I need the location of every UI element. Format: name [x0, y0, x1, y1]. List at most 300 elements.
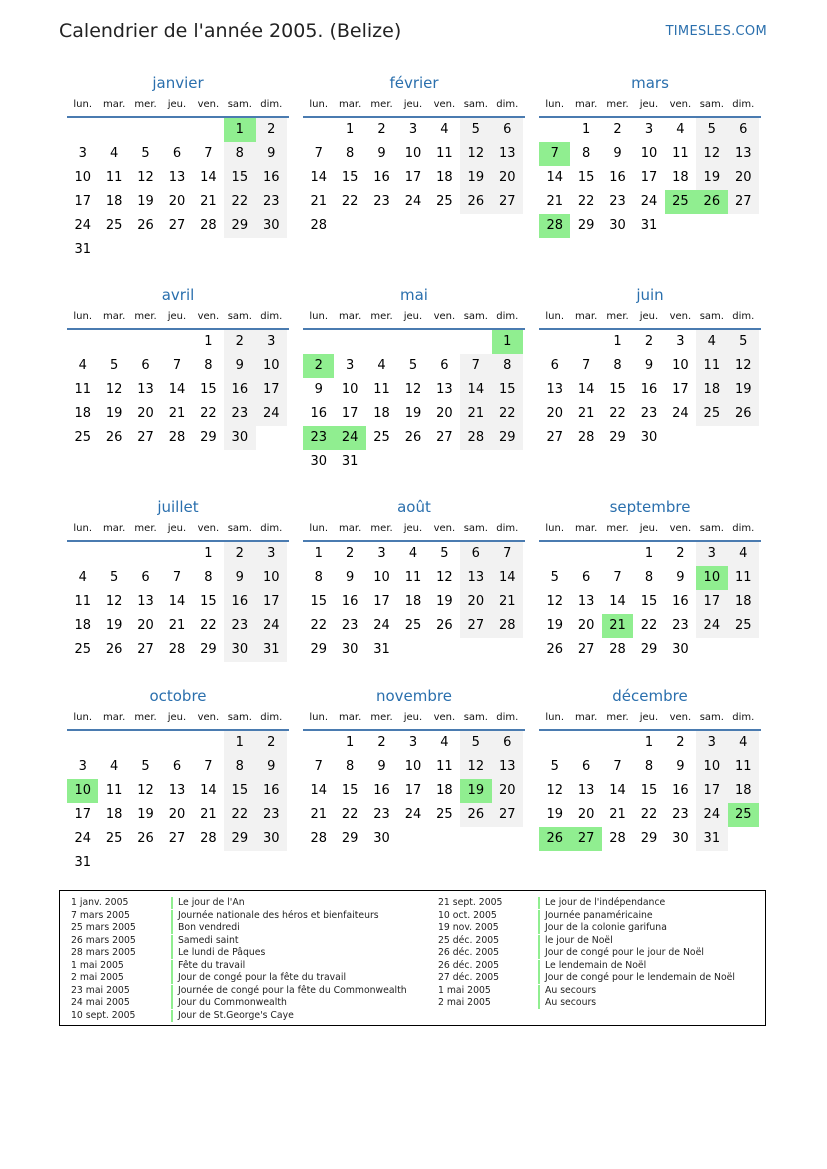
day-cell: 3: [78, 146, 87, 161]
day-cell: 14: [200, 783, 217, 798]
legend-item: [71, 997, 407, 1010]
day-cell: 18: [105, 194, 123, 209]
day-cell: 8: [345, 759, 355, 774]
day-cell: 10: [696, 566, 727, 590]
empty-cell: [460, 827, 491, 851]
day-cell: 5: [141, 146, 150, 161]
day-cell: 19: [696, 166, 727, 190]
week-row: [303, 142, 525, 166]
day-cell: 30: [224, 638, 255, 662]
weekday-label: dim.: [496, 311, 519, 322]
legend-holiday-name: Jour de congé pour le jour de Noël: [545, 947, 704, 958]
weekday-label: mar.: [339, 311, 362, 322]
day-cell: 3: [696, 542, 727, 566]
day-cell: 26: [696, 190, 727, 214]
week-row: [303, 542, 525, 566]
day-cell: 26: [404, 430, 422, 445]
day-cell: 29: [577, 218, 595, 233]
weekday-label: lun.: [73, 712, 93, 723]
legend-date: 1 mai 2005: [438, 984, 491, 996]
weekday-label: ven.: [197, 99, 220, 110]
day-cell: 22: [224, 190, 255, 214]
legend-item: [71, 947, 407, 960]
holiday-marker: [171, 922, 173, 934]
legend-column-right: [438, 897, 735, 1010]
day-cell: 21: [460, 402, 491, 426]
week-row: [67, 214, 289, 238]
day-cell: 13: [137, 594, 154, 609]
holiday-marker: [538, 960, 540, 972]
holiday-marker: [171, 910, 173, 922]
weekday-label: lun.: [309, 311, 329, 322]
day-cell: 15: [492, 378, 523, 402]
week-row: [303, 190, 525, 214]
day-cell: 14: [168, 594, 186, 609]
weekday-header: [303, 518, 525, 542]
day-cell: 25: [74, 430, 91, 445]
weekday-label: dim.: [732, 311, 755, 322]
empty-cell: [130, 731, 161, 755]
legend-item: [438, 985, 735, 998]
day-cell: 26: [137, 218, 154, 233]
empty-cell: [429, 214, 460, 238]
day-cell: 26: [460, 803, 491, 827]
day-cell: 25: [74, 642, 91, 657]
empty-cell: [161, 118, 192, 142]
day-cell: 4: [78, 358, 87, 373]
week-row: [539, 779, 761, 803]
holiday-marker: [538, 922, 540, 934]
day-cell: 29: [341, 831, 359, 846]
weekday-label: dim.: [260, 311, 283, 322]
day-cell: 6: [550, 358, 559, 373]
day-cell: 14: [546, 170, 563, 185]
month-2: [539, 72, 761, 238]
holiday-marker: [538, 935, 540, 947]
day-cell: 12: [696, 142, 727, 166]
day-cell: 23: [609, 194, 626, 209]
day-cell: 11: [696, 354, 727, 378]
weekday-label: ven.: [669, 99, 692, 110]
day-cell: 28: [168, 430, 186, 445]
legend-date: 26 mars 2005: [71, 934, 136, 946]
weekday-label: mer.: [370, 99, 393, 110]
day-cell: 15: [609, 382, 626, 397]
legend-item: [438, 972, 735, 985]
week-row: [67, 827, 289, 851]
week-row: [303, 803, 525, 827]
legend-item: [438, 910, 735, 923]
empty-cell: [539, 118, 570, 142]
week-row: [303, 354, 525, 378]
empty-cell: [429, 638, 460, 662]
legend-holiday-name: Le lendemain de Noël: [545, 959, 647, 971]
week-row: [67, 378, 289, 402]
week-row: [67, 851, 289, 875]
legend-date: 19 nov. 2005: [438, 922, 499, 933]
day-cell: 11: [728, 566, 759, 590]
month-11: [539, 685, 761, 851]
day-cell: 11: [436, 146, 453, 161]
day-cell: 11: [105, 783, 123, 798]
day-cell: 19: [728, 378, 759, 402]
month-4: [303, 284, 525, 474]
day-cell: 21: [602, 614, 633, 638]
day-cell: 3: [377, 546, 386, 561]
weekday-label: lun.: [309, 523, 329, 534]
day-cell: 18: [74, 406, 91, 421]
day-cell: 12: [546, 783, 563, 798]
weekday-label: ven.: [197, 712, 220, 723]
day-cell: 26: [539, 827, 570, 851]
day-cell: 24: [334, 426, 365, 450]
weekday-label: mar.: [575, 523, 598, 534]
day-cell: 27: [168, 831, 186, 846]
day-cell: 9: [377, 759, 386, 774]
empty-cell: [224, 851, 255, 875]
holiday-marker: [171, 972, 173, 984]
month-6: [67, 496, 289, 662]
holiday-marker: [538, 947, 540, 959]
week-row: [67, 779, 289, 803]
day-cell: 10: [256, 354, 287, 378]
empty-cell: [539, 542, 570, 566]
legend-date: 1 janv. 2005: [71, 897, 129, 908]
empty-cell: [728, 214, 759, 238]
weekday-label: lun.: [73, 99, 93, 110]
weekday-label: sam.: [227, 99, 252, 110]
day-cell: 5: [109, 570, 119, 585]
day-cell: 7: [581, 358, 591, 373]
empty-cell: [256, 238, 287, 262]
day-cell: 27: [137, 430, 154, 445]
day-cell: 23: [256, 190, 287, 214]
weekday-label: jeu.: [403, 712, 423, 723]
week-row: [303, 779, 525, 803]
month-10: [303, 685, 525, 851]
legend-item: [438, 997, 735, 1010]
empty-cell: [98, 731, 129, 755]
day-cell: 10: [74, 170, 91, 185]
day-cell: 25: [696, 402, 727, 426]
weekday-label: jeu.: [639, 712, 659, 723]
weekday-label: jeu.: [639, 99, 659, 110]
legend-holiday-name: Journée panaméricaine: [545, 909, 653, 921]
day-cell: 7: [314, 146, 323, 161]
day-cell: 31: [640, 218, 658, 233]
day-cell: 8: [644, 570, 654, 585]
empty-cell: [429, 827, 460, 851]
empty-cell: [98, 118, 129, 142]
day-cell: 9: [613, 146, 622, 161]
empty-cell: [492, 638, 523, 662]
day-cell: 11: [672, 146, 689, 161]
day-cell: 5: [408, 358, 418, 373]
day-cell: 2: [303, 354, 334, 378]
day-cell: 2: [256, 118, 287, 142]
day-cell: 29: [200, 642, 217, 657]
month-name: janvier: [152, 74, 204, 92]
day-cell: 4: [440, 122, 449, 137]
day-cell: 1: [581, 122, 591, 137]
week-row: [539, 590, 761, 614]
legend-date: 28 mars 2005: [71, 947, 136, 958]
day-cell: 28: [609, 831, 626, 846]
day-cell: 9: [256, 755, 287, 779]
day-cell: 3: [256, 330, 287, 354]
weekday-label: dim.: [496, 99, 519, 110]
legend-date: 26 déc. 2005: [438, 959, 500, 971]
legend-holiday-name: Jour de congé pour la fête du travail: [178, 972, 347, 983]
legend-item: [438, 922, 735, 935]
day-cell: 17: [373, 594, 390, 609]
day-cell: 13: [137, 382, 154, 397]
day-cell: 31: [74, 855, 91, 870]
day-cell: 11: [74, 594, 91, 609]
day-cell: 22: [310, 618, 327, 633]
day-cell: 13: [460, 566, 491, 590]
day-cell: 11: [404, 570, 422, 585]
day-cell: 5: [109, 358, 119, 373]
month-name: juillet: [157, 498, 199, 516]
weekday-label: jeu.: [167, 523, 187, 534]
day-cell: 7: [492, 542, 523, 566]
week-row: [67, 402, 289, 426]
day-cell: 23: [373, 194, 390, 209]
empty-cell: [696, 638, 727, 662]
day-cell: 12: [404, 382, 422, 397]
day-cell: 31: [341, 454, 359, 469]
week-row: [67, 590, 289, 614]
day-cell: 24: [404, 807, 422, 822]
legend-date: 1 mai 2005: [71, 959, 124, 971]
month-7: [303, 496, 525, 662]
day-cell: 11: [373, 382, 390, 397]
day-cell: 15: [341, 170, 359, 185]
day-cell: 6: [492, 731, 523, 755]
weekday-header: [539, 518, 761, 542]
week-row: [539, 378, 761, 402]
day-cell: 13: [492, 755, 523, 779]
week-row: [67, 638, 289, 662]
day-cell: 29: [224, 214, 255, 238]
day-cell: 4: [676, 122, 685, 137]
day-cell: 22: [341, 194, 359, 209]
day-cell: 14: [492, 566, 523, 590]
empty-cell: [303, 118, 334, 142]
month-8: [539, 496, 761, 662]
legend-holiday-name: Bon vendredi: [178, 922, 240, 933]
empty-cell: [492, 450, 523, 474]
day-cell: 15: [224, 166, 255, 190]
day-cell: 2: [613, 122, 622, 137]
weekday-header: [67, 306, 289, 330]
day-cell: 11: [74, 382, 91, 397]
day-cell: 9: [256, 142, 287, 166]
week-row: [303, 378, 525, 402]
legend-holiday-name: Au secours: [545, 997, 597, 1008]
weekday-label: mar.: [575, 99, 598, 110]
weekday-label: sam.: [227, 523, 252, 534]
day-cell: 6: [581, 759, 591, 774]
day-cell: 8: [224, 142, 255, 166]
weekday-label: mer.: [134, 311, 157, 322]
day-cell: 10: [373, 570, 390, 585]
week-row: [539, 614, 761, 638]
legend-holiday-name: Samedi saint: [178, 934, 239, 946]
day-cell: 21: [310, 194, 327, 209]
week-row: [303, 166, 525, 190]
day-cell: 22: [640, 618, 658, 633]
day-cell: 16: [640, 382, 658, 397]
day-cell: 25: [105, 218, 123, 233]
day-cell: 1: [345, 735, 355, 750]
weekday-header: [67, 707, 289, 731]
day-cell: 21: [200, 194, 217, 209]
day-cell: 1: [204, 334, 213, 349]
empty-cell: [696, 214, 727, 238]
legend-date: 25 déc. 2005: [438, 934, 500, 946]
empty-cell: [728, 827, 759, 851]
day-cell: 30: [640, 430, 658, 445]
day-cell: 3: [676, 334, 685, 349]
weekday-label: mer.: [606, 523, 629, 534]
day-cell: 19: [137, 194, 154, 209]
day-cell: 30: [672, 642, 689, 657]
legend-date: 2 mai 2005: [71, 972, 124, 983]
day-cell: 4: [109, 146, 119, 161]
day-cell: 17: [640, 170, 658, 185]
day-cell: 12: [546, 594, 563, 609]
weekday-header: [67, 94, 289, 118]
site-link[interactable]: TIMESLES.COM: [665, 24, 767, 39]
day-cell: 19: [546, 807, 563, 822]
day-cell: 7: [539, 142, 570, 166]
legend-holiday-name: Jour de la colonie garifuna: [545, 922, 667, 933]
day-cell: 19: [105, 618, 123, 633]
day-cell: 7: [613, 759, 622, 774]
day-cell: 27: [492, 190, 523, 214]
week-row: [67, 354, 289, 378]
legend-item: [71, 910, 407, 923]
day-cell: 26: [546, 642, 563, 657]
day-cell: 16: [256, 166, 287, 190]
day-cell: 8: [345, 146, 355, 161]
week-row: [67, 755, 289, 779]
day-cell: 20: [460, 590, 491, 614]
empty-cell: [492, 214, 523, 238]
weekday-label: dim.: [260, 99, 283, 110]
day-cell: 18: [696, 378, 727, 402]
empty-cell: [397, 214, 428, 238]
weekday-label: sam.: [463, 99, 488, 110]
day-cell: 22: [200, 618, 217, 633]
day-cell: 20: [168, 194, 186, 209]
day-cell: 17: [74, 807, 91, 822]
day-cell: 17: [404, 170, 422, 185]
empty-cell: [161, 330, 192, 354]
day-cell: 22: [341, 807, 359, 822]
day-cell: 25: [665, 190, 696, 214]
day-cell: 10: [640, 146, 658, 161]
weekday-label: sam.: [699, 712, 724, 723]
day-cell: 1: [314, 546, 323, 561]
day-cell: 26: [105, 430, 123, 445]
week-row: [67, 731, 289, 755]
week-row: [539, 426, 761, 450]
legend-item: [71, 897, 407, 910]
legend-date: 23 mai 2005: [71, 984, 130, 996]
day-cell: 8: [314, 570, 323, 585]
legend-date: 25 mars 2005: [71, 922, 136, 933]
weekday-label: lun.: [73, 523, 93, 534]
day-cell: 4: [78, 570, 87, 585]
day-cell: 25: [436, 807, 453, 822]
day-cell: 16: [341, 594, 359, 609]
weekday-label: jeu.: [167, 712, 187, 723]
day-cell: 4: [440, 735, 449, 750]
day-cell: 30: [609, 218, 626, 233]
weekday-label: sam.: [699, 99, 724, 110]
day-cell: 27: [577, 642, 595, 657]
legend-item: [438, 935, 735, 948]
day-cell: 14: [310, 170, 327, 185]
holiday-marker: [171, 947, 173, 959]
day-cell: 21: [200, 807, 217, 822]
empty-cell: [67, 542, 98, 566]
day-cell: 3: [408, 122, 418, 137]
day-cell: 12: [460, 755, 491, 779]
legend-item: [71, 922, 407, 935]
day-cell: 15: [200, 382, 217, 397]
week-row: [539, 803, 761, 827]
day-cell: 24: [256, 614, 287, 638]
weekday-label: sam.: [227, 712, 252, 723]
empty-cell: [130, 238, 161, 262]
day-cell: 15: [640, 783, 658, 798]
holiday-marker: [171, 960, 173, 972]
day-cell: 25: [105, 831, 123, 846]
legend-date: 2 mai 2005: [438, 997, 491, 1008]
day-cell: 5: [728, 330, 759, 354]
legend-item: [71, 935, 407, 948]
day-cell: 14: [577, 382, 595, 397]
day-cell: 16: [256, 779, 287, 803]
day-cell: 6: [440, 358, 449, 373]
empty-cell: [602, 731, 633, 755]
day-cell: 5: [460, 731, 491, 755]
day-cell: 29: [492, 426, 523, 450]
day-cell: 23: [224, 614, 255, 638]
weekday-label: mer.: [134, 523, 157, 534]
weekday-label: lun.: [545, 523, 565, 534]
day-cell: 20: [728, 166, 759, 190]
day-cell: 21: [577, 406, 595, 421]
day-cell: 19: [436, 594, 453, 609]
week-row: [539, 402, 761, 426]
day-cell: 25: [728, 803, 759, 827]
day-cell: 6: [460, 542, 491, 566]
day-cell: 17: [256, 590, 287, 614]
month-name: avril: [161, 286, 195, 304]
day-cell: 6: [141, 358, 150, 373]
empty-cell: [334, 330, 365, 354]
day-cell: 29: [224, 827, 255, 851]
day-cell: 2: [224, 330, 255, 354]
empty-cell: [67, 330, 98, 354]
legend-item: [438, 947, 735, 960]
day-cell: 19: [460, 779, 491, 803]
